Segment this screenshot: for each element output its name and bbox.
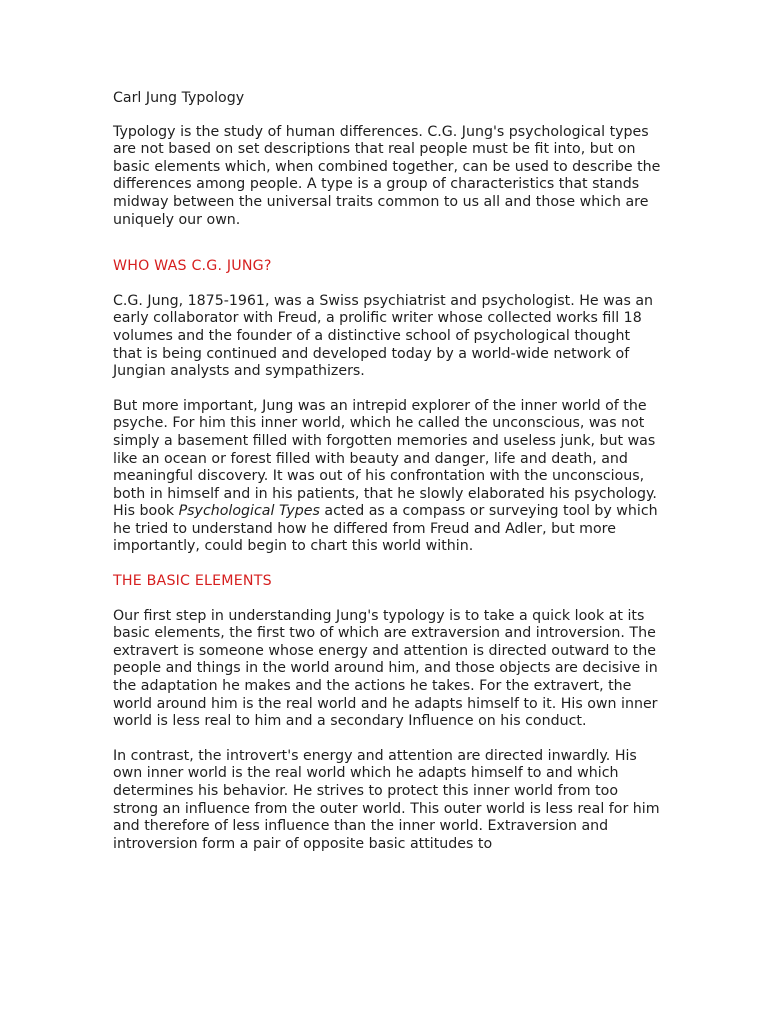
section-who-was-jung bbox=[113, 258, 661, 556]
book-title: Psychological Types bbox=[178, 503, 320, 520]
intro-paragraph: Typology is the study of human differences. C.G. Jung's psychological types are not based on set descriptions that real people must be fit into, but on basic elements which, when combined together, can be used to describe the differences among people. A type is a group of characteristics that stands midway between the universal traits common to us all and those which are uniquely our own. bbox=[113, 123, 661, 228]
introversion-paragraph: In contrast, the introvert's energy and attention are directed inwardly. His own inner world is the real world which he adapts himself to and which determines his behavior. He strives to protect this inner world from too strong an influence from the outer world. This outer world is less real for him and therefore of less influence than the inner world. Extraversion and introversion form a pair of opposite basic attitudes to bbox=[113, 747, 660, 852]
section-heading: WHO WAS C.G. JUNG? bbox=[113, 258, 272, 275]
section-heading: THE BASIC ELEMENTS bbox=[113, 573, 272, 590]
jung-inner-world-paragraph bbox=[113, 398, 661, 556]
jung-biography-paragraph: C.G. Jung, 1875-1961, was a Swiss psychiatrist and psychologist. He was an early collaborator with Freud, a prolific writer whose collected works fill 18 volumes and the founder of a distinctive school of psychological thought that is being continued and developed today by a world-wide network of Jungian analysts and sympathizers. bbox=[113, 292, 654, 380]
section-basic-elements bbox=[113, 573, 661, 853]
document-title: Carl Jung Typology bbox=[113, 90, 245, 106]
paragraph-text-before-book: But more important, Jung was an intrepid explorer of the inner world of the psyche. For him this inner world, which he called the unconscious, was not simply a basement filled with forgotten memories and useless junk, but was like an ocean or forest filled with beauty and danger, life and death, and meaningful discovery. It was out of his confrontation with the unconscious, both in himself and in his patients, that he slowly elaborated his psychology. His book bbox=[113, 397, 657, 520]
paragraph-text-after-book: acted as a compass or surveying tool by which he tried to understand how he differed from Freud and Adler, but more importantly, could begin to chart this world within. bbox=[113, 503, 658, 555]
extraversion-paragraph: Our first step in understanding Jung's typology is to take a quick look at its basic elements, the first two of which are extraversion and introversion. The extravert is someone whose energy and attention is directed outward to the people and things in the world around him, and those objects are decisive in the adaptation he makes and the actions he takes. For the extravert, the world around him is the real world and he adapts himself to it. His own inner world is less real to him and a secondary Influence on his conduct. bbox=[113, 607, 658, 730]
document-page bbox=[113, 90, 661, 870]
